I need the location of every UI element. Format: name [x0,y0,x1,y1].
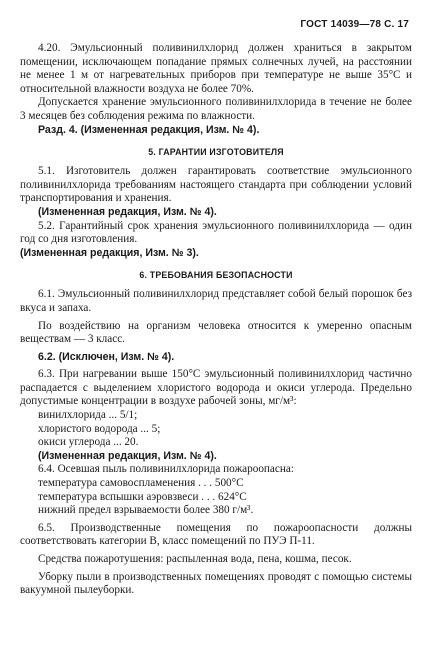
section-5-heading: 5. ГАРАНТИИ ИЗГОТОВИТЕЛЯ [148,147,284,158]
page-header: ГОСТ 14039—78 С. 17 [300,19,409,30]
section-6-heading: 6. ТРЕБОВАНИЯ БЕЗОПАСНОСТИ [139,270,293,281]
paragraph-hazard-class: По воздействию на организм человека относится к умеренно опасным веществам — 3 класс. [20,319,412,346]
page-content [20,42,412,598]
amendment-note-5-2: (Измененная редакция, Изм. № 3). [20,246,199,259]
paragraph-extinguishing-means: Средства пожаротушения: распыленная вода, пена, кошма, песок. [38,553,352,565]
paragraph-5-1: 5.1. Изготовитель должен гарантировать соответствие эмульсионного поливинилхлорида требованиям настоящего стандарта при соблюдении условий транспортирования и хранения. [20,165,412,205]
paragraph-6-4: 6.4. Осевшая пыль поливинилхлорида пожароопасна: [38,463,294,476]
list-item-explosion-limit: нижний предел взрываемости более 380 г/м³. [38,504,254,517]
paragraph-6-3: 6.3. При нагревании выше 150°С эмульсионный поливинилхлорид частично распадается с выделением хлористого водорода и окиси углерода. Предельно допустимые концентрации в воздухе рабочей зоны, мг/м³: [20,368,412,408]
list-item-hydrogen-chloride: хлористого водорода ... 5; [38,422,161,435]
paragraph-6-5: 6.5. Производственные помещения по пожароопасности должны соответствовать категории В, класс помещений по ПУЭ П-11. [20,521,412,548]
paragraph-dust-cleaning: Уборку пыли в производственных помещениях проводят с помощью системы вакуумной пылеуборки. [20,570,412,597]
paragraph-5-2: 5.2. Гарантийный срок хранения эмульсионного поливинилхлорида — один год со дня изготовления. [20,219,412,246]
paragraph-6-2: 6.2. (Исключен, Изм. № 4). [38,350,175,363]
paragraph-storage-allowance: Допускается хранение эмульсионного поливинилхлорида в течение не более 3 месяцев без соблюдения режима по влажности. [20,96,412,122]
amendment-note-6-3: (Измененная редакция, Изм. № 4). [38,449,217,462]
paragraph-4-20: 4.20. Эмульсионный поливинилхлорид должен храниться в закрытом помещении, исключающем попадание прямых солнечных лучей, на расстоянии не менее 1 м от нагревательных приборов при температуре не выше 35°С и относительной влажности воздуха не более 70%. [20,42,412,95]
list-item-carbon-monoxide: окиси углерода ... 20. [38,436,139,449]
list-item-vinyl-chloride: винилхлорида ... 5/1; [38,409,138,422]
list-item-flash-point: температура вспышки аэровзвеси . . . 624°С [38,490,247,503]
amendment-note-5-1: (Измененная редакция, Изм. № 4). [38,205,217,218]
amendment-note-section-4: Разд. 4. (Измененная редакция, Изм. № 4). [38,123,260,136]
paragraph-6-1: 6.1. Эмульсионный поливинилхлорид представляет собой белый порошок без вкуса и запаха. [20,288,412,314]
list-item-autoignition: температура самовоспламенения . . . 500°С [38,477,244,490]
